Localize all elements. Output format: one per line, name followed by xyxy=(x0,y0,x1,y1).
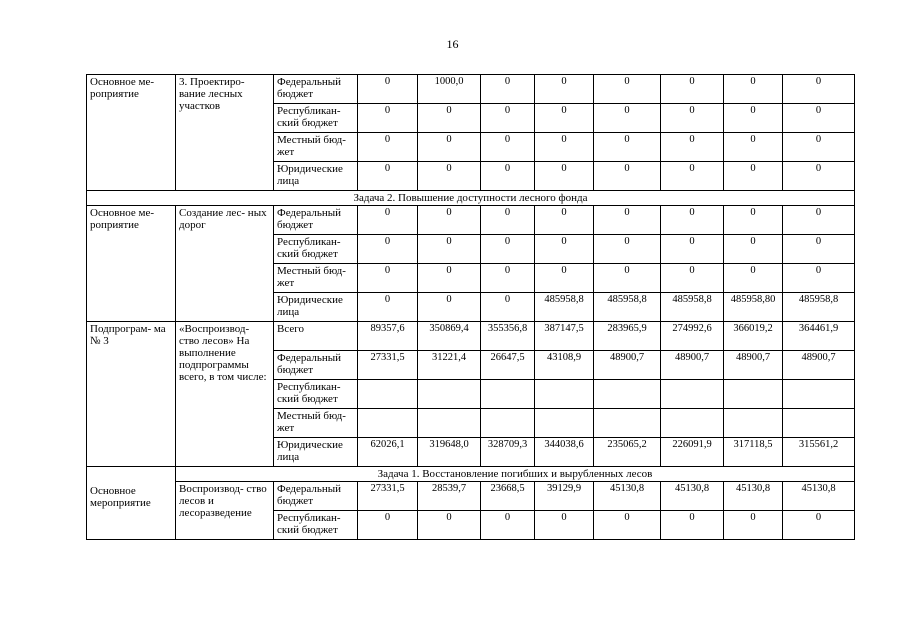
amount-cell: 355356,8 xyxy=(481,322,535,351)
amount-cell: 0 xyxy=(535,264,594,293)
amount-cell: 364461,9 xyxy=(783,322,855,351)
main-activity-label: Основное мероприятие xyxy=(87,467,176,540)
amount-cell: 0 xyxy=(661,162,724,191)
amount-cell: 45130,8 xyxy=(783,482,855,511)
amount-cell: 0 xyxy=(724,75,783,104)
amount-cell: 62026,1 xyxy=(358,438,418,467)
amount-cell xyxy=(661,380,724,409)
amount-cell: 0 xyxy=(594,75,661,104)
table-row xyxy=(87,75,855,104)
activity-type: Основное ме- роприятие xyxy=(87,206,176,322)
amount-cell: 0 xyxy=(724,162,783,191)
amount-cell: 0 xyxy=(535,235,594,264)
amount-cell xyxy=(724,380,783,409)
task-header: Задача 2. Повышение доступности лесного фонда xyxy=(87,191,855,206)
amount-cell: 344038,6 xyxy=(535,438,594,467)
amount-cell: 0 xyxy=(535,75,594,104)
amount-cell: 0 xyxy=(418,264,481,293)
amount-cell: 23668,5 xyxy=(481,482,535,511)
amount-cell xyxy=(535,409,594,438)
amount-cell: 485958,8 xyxy=(783,293,855,322)
amount-cell: 0 xyxy=(481,206,535,235)
amount-cell: 0 xyxy=(661,235,724,264)
amount-cell: 0 xyxy=(661,75,724,104)
amount-cell: 0 xyxy=(481,511,535,540)
amount-cell: 0 xyxy=(358,75,418,104)
task-header-row xyxy=(87,191,855,206)
funding-source: Республикан- ский бюджет xyxy=(274,380,358,409)
amount-cell: 315561,2 xyxy=(783,438,855,467)
amount-cell: 319648,0 xyxy=(418,438,481,467)
amount-cell: 0 xyxy=(783,235,855,264)
amount-cell: 0 xyxy=(481,104,535,133)
amount-cell: 0 xyxy=(418,162,481,191)
amount-cell: 485958,8 xyxy=(661,293,724,322)
amount-cell: 27331,5 xyxy=(358,351,418,380)
amount-cell: 27331,5 xyxy=(358,482,418,511)
amount-cell: 31221,4 xyxy=(418,351,481,380)
amount-cell: 0 xyxy=(783,162,855,191)
activity-type: Основное ме- роприятие xyxy=(87,75,176,191)
amount-cell xyxy=(358,380,418,409)
amount-cell: 0 xyxy=(481,235,535,264)
funding-source: Республикан- ский бюджет xyxy=(274,104,358,133)
funding-source: Местный бюд- жет xyxy=(274,133,358,162)
table-row xyxy=(87,206,855,235)
amount-cell: 485958,8 xyxy=(594,293,661,322)
amount-cell: 0 xyxy=(358,133,418,162)
amount-cell: 0 xyxy=(481,133,535,162)
amount-cell: 0 xyxy=(535,206,594,235)
page-number: 16 xyxy=(446,37,459,51)
funding-source: Всего xyxy=(274,322,358,351)
amount-cell: 0 xyxy=(724,511,783,540)
amount-cell: 0 xyxy=(783,133,855,162)
amount-cell: 235065,2 xyxy=(594,438,661,467)
funding-source: Юридические лица xyxy=(274,438,358,467)
amount-cell xyxy=(358,409,418,438)
amount-cell: 48900,7 xyxy=(724,351,783,380)
amount-cell: 0 xyxy=(535,511,594,540)
task-header: Задача 1. Восстановление погибших и вырубленных лесов xyxy=(176,467,855,482)
amount-cell: 26647,5 xyxy=(481,351,535,380)
amount-cell: 0 xyxy=(594,104,661,133)
amount-cell: 0 xyxy=(661,133,724,162)
amount-cell xyxy=(535,380,594,409)
amount-cell: 0 xyxy=(358,511,418,540)
amount-cell xyxy=(783,409,855,438)
amount-cell: 0 xyxy=(358,264,418,293)
amount-cell: 0 xyxy=(535,104,594,133)
amount-cell: 0 xyxy=(358,162,418,191)
amount-cell: 0 xyxy=(783,511,855,540)
amount-cell: 0 xyxy=(418,104,481,133)
amount-cell xyxy=(481,409,535,438)
amount-cell: 0 xyxy=(418,235,481,264)
amount-cell: 48900,7 xyxy=(594,351,661,380)
funding-source: Республикан- ский бюджет xyxy=(274,511,358,540)
amount-cell: 274992,6 xyxy=(661,322,724,351)
amount-cell: 0 xyxy=(358,206,418,235)
amount-cell: 0 xyxy=(594,264,661,293)
amount-cell: 0 xyxy=(594,235,661,264)
amount-cell: 387147,5 xyxy=(535,322,594,351)
amount-cell: 0 xyxy=(418,511,481,540)
amount-cell xyxy=(783,380,855,409)
amount-cell: 0 xyxy=(481,293,535,322)
amount-cell: 0 xyxy=(418,133,481,162)
amount-cell: 0 xyxy=(481,264,535,293)
amount-cell: 0 xyxy=(724,264,783,293)
amount-cell xyxy=(418,380,481,409)
amount-cell: 328709,3 xyxy=(481,438,535,467)
amount-cell: 350869,4 xyxy=(418,322,481,351)
amount-cell: 0 xyxy=(594,162,661,191)
amount-cell: 0 xyxy=(358,235,418,264)
amount-cell: 0 xyxy=(661,104,724,133)
amount-cell xyxy=(418,409,481,438)
amount-cell: 28539,7 xyxy=(418,482,481,511)
amount-cell xyxy=(594,409,661,438)
amount-cell: 0 xyxy=(661,206,724,235)
amount-cell: 0 xyxy=(418,206,481,235)
amount-cell: 485958,8 xyxy=(535,293,594,322)
amount-cell: 0 xyxy=(358,293,418,322)
amount-cell xyxy=(594,380,661,409)
funding-source: Федеральный бюджет xyxy=(274,75,358,104)
budget-table xyxy=(86,74,855,540)
funding-source: Федеральный бюджет xyxy=(274,351,358,380)
amount-cell: 0 xyxy=(783,104,855,133)
amount-cell: 0 xyxy=(724,133,783,162)
funding-source: Местный бюд- жет xyxy=(274,264,358,293)
amount-cell: 0 xyxy=(724,104,783,133)
funding-source: Местный бюд- жет xyxy=(274,409,358,438)
amount-cell: 317118,5 xyxy=(724,438,783,467)
amount-cell: 48900,7 xyxy=(783,351,855,380)
amount-cell: 283965,9 xyxy=(594,322,661,351)
amount-cell: 0 xyxy=(535,133,594,162)
activity-name: Создание лес- ных дорог xyxy=(176,206,274,322)
task-header-row xyxy=(87,467,855,482)
amount-cell: 0 xyxy=(358,104,418,133)
funding-source: Республикан- ский бюджет xyxy=(274,235,358,264)
amount-cell: 39129,9 xyxy=(535,482,594,511)
amount-cell xyxy=(481,380,535,409)
amount-cell: 0 xyxy=(724,235,783,264)
amount-cell: 226091,9 xyxy=(661,438,724,467)
amount-cell: 1000,0 xyxy=(418,75,481,104)
activity-name: 3. Проектиро- вание лесных участков xyxy=(176,75,274,191)
amount-cell: 48900,7 xyxy=(661,351,724,380)
amount-cell xyxy=(724,409,783,438)
amount-cell: 89357,6 xyxy=(358,322,418,351)
amount-cell: 0 xyxy=(594,133,661,162)
amount-cell: 45130,8 xyxy=(724,482,783,511)
funding-source: Федеральный бюджет xyxy=(274,206,358,235)
amount-cell: 0 xyxy=(594,206,661,235)
amount-cell: 0 xyxy=(661,511,724,540)
funding-source: Федеральный бюджет xyxy=(274,482,358,511)
amount-cell: 0 xyxy=(535,162,594,191)
amount-cell: 0 xyxy=(783,206,855,235)
table-row xyxy=(87,482,855,511)
activity-type: Подпрограм- ма № 3 xyxy=(87,322,176,467)
activity-name: «Воспроизвод- ство лесов» На выполнение подпрограммы всего, в том числе: xyxy=(176,322,274,467)
amount-cell: 366019,2 xyxy=(724,322,783,351)
funding-source: Юридические лица xyxy=(274,293,358,322)
amount-cell: 43108,9 xyxy=(535,351,594,380)
amount-cell: 0 xyxy=(783,75,855,104)
amount-cell: 485958,80 xyxy=(724,293,783,322)
amount-cell xyxy=(661,409,724,438)
amount-cell: 0 xyxy=(783,264,855,293)
amount-cell: 0 xyxy=(481,75,535,104)
activity-name: Воспроизвод- ство лесов и лесоразведение xyxy=(176,482,274,540)
amount-cell: 0 xyxy=(594,511,661,540)
amount-cell: 45130,8 xyxy=(594,482,661,511)
amount-cell: 0 xyxy=(418,293,481,322)
amount-cell: 0 xyxy=(481,162,535,191)
funding-source: Юридические лица xyxy=(274,162,358,191)
amount-cell: 0 xyxy=(661,264,724,293)
amount-cell: 0 xyxy=(724,206,783,235)
table-row xyxy=(87,322,855,351)
amount-cell: 45130,8 xyxy=(661,482,724,511)
